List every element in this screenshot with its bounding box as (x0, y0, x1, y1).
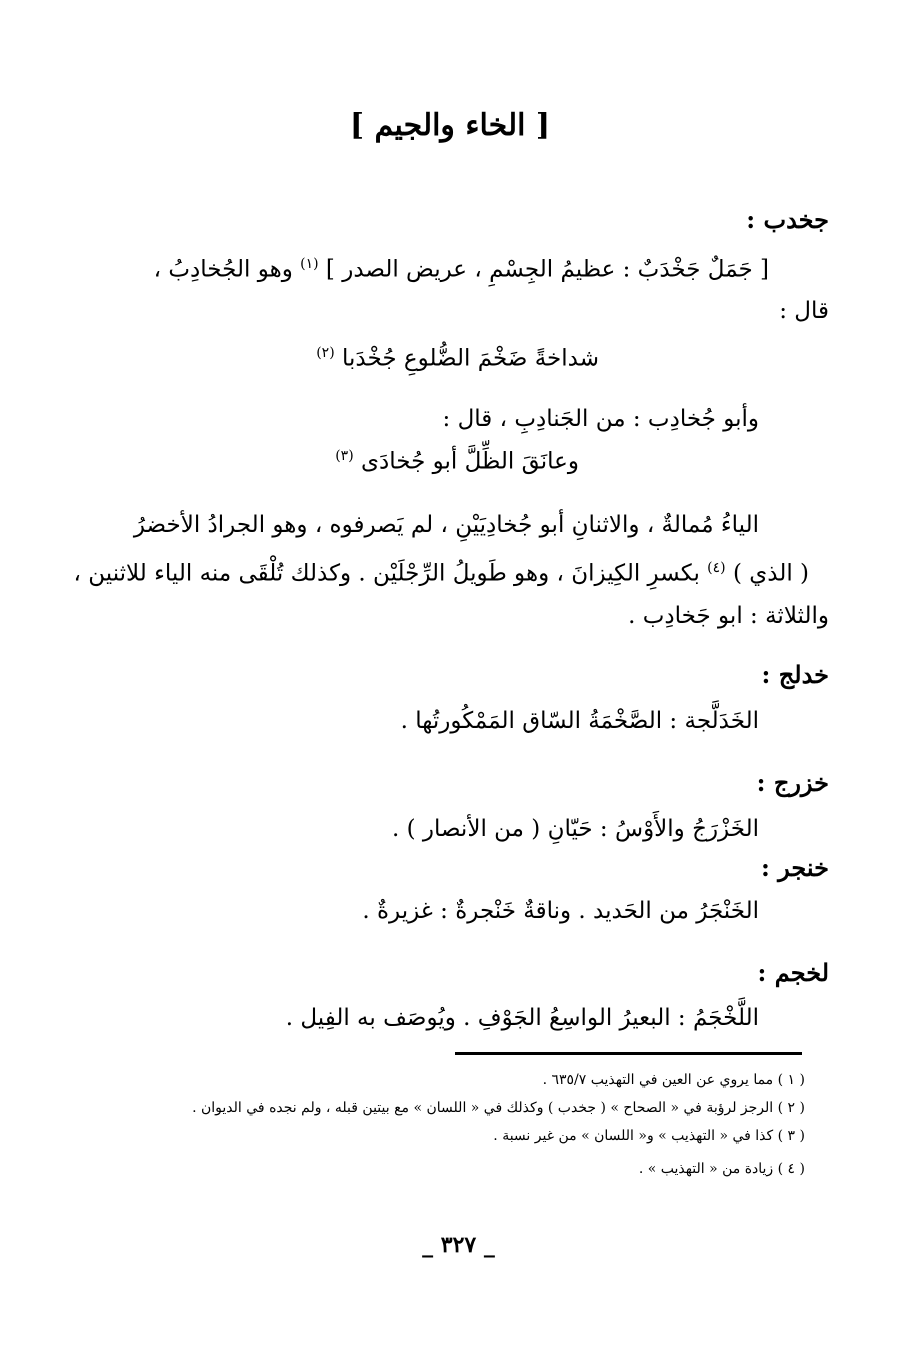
verse-2-text: وعانَقَ الظِّلَّ أبو جُخادَى (360, 448, 579, 475)
entry-head-lakhjam: لخجم : (757, 958, 829, 987)
footnote-3: ( ٣ ) كذا في « التهذيب » و« اللسان » من غير نسبة . (493, 1128, 805, 1144)
entry-jakhdab-line1 (154, 256, 769, 283)
entry-khanjar-line1: الخَنْجَرُ من الحَديد . وناقةٌ خَنْجرةٌ : غزيرةٌ . (362, 898, 759, 924)
entry-jakhdab-para2-b: بكسرِ الكِيزانَ ، وهو طَويلُ الرِّجْلَيْن . وكذلك تُلْقَى منه الياء للاثنين ، (73, 560, 700, 587)
entry-head-khanjar: خنجر : (760, 853, 829, 882)
entry-jakhdab-para2 (74, 560, 809, 587)
entry-lakhjam-line1: اللَّخْجَمُ : البعيرُ الواسِعُ الجَوْفِ . ويُوصَف به الفِيل . (285, 1005, 759, 1031)
page-number: _ ٣٢٧ _ (422, 1232, 495, 1258)
chapter-title: [ الخاء والجيم ] (349, 108, 551, 143)
footnote-1: ( ١ ) مما يروي عن العين في التهذيب ٦٣٥/٧ . (542, 1072, 805, 1088)
entry-jakhdab-para2-a: ( الذي ) (732, 560, 809, 587)
footnote-separator (455, 1052, 802, 1055)
entry-jakhdab-para3: والثلاثة : ابو جَخادِب . (628, 603, 829, 629)
verse-1-text: شداخةً ضَخْمَ الضُّلوعِ جُخْدَبا (341, 345, 599, 372)
verse-2 (335, 448, 579, 475)
entry-jakhdab-line1-tail: وهو الجُخادِبُ ، (153, 256, 293, 283)
entry-jakhdab-line3: وأبو جُخادِب : من الجَنادِبِ ، قال : (442, 406, 759, 432)
entry-jakhdab-qala: قال : (779, 298, 829, 324)
footnote-ref-1: (١) (300, 256, 319, 272)
footnote-2: ( ٢ ) الرجز لرؤبة في « الصحاح » ( جخدب ) وكذلك في « اللسان » مع بيتين قبله ، ولم نجده في الديوان . (192, 1100, 805, 1116)
entry-head-jakhdab: جخدب : (746, 205, 829, 234)
footnote-ref-4: (٤) (707, 560, 726, 576)
footnote-ref-3: (٣) (335, 448, 354, 464)
footnote-ref-2: (٢) (316, 345, 335, 361)
entry-head-khazraj: خزرج : (756, 768, 829, 797)
footnote-4: ( ٤ ) زيادة من « التهذيب » . (638, 1161, 805, 1177)
verse-1 (316, 345, 599, 372)
entry-jakhdab-line1-text: [ جَمَلٌ جَخْدَبٌ : عظيمُ الجِسْمِ ، عريض الصدر ] (325, 256, 769, 283)
entry-jakhdab-para1: الياءُ مُمالةٌ ، والاثنانِ أبو جُخادِيَيْنِ ، لم يَصرفوه ، وهو الجرادُ الأخضرُ (133, 512, 759, 538)
entry-khadlaj-line1: الخَدَلَّجة : الصَّخْمَةُ السّاق المَمْكُورتُها . (400, 708, 759, 734)
entry-khazraj-line1: الخَزْرَجُ والأَوْسُ : حَيّانِ ( من الأنصار ) . (391, 816, 759, 842)
entry-head-khadlaj: خدلج : (761, 660, 829, 689)
